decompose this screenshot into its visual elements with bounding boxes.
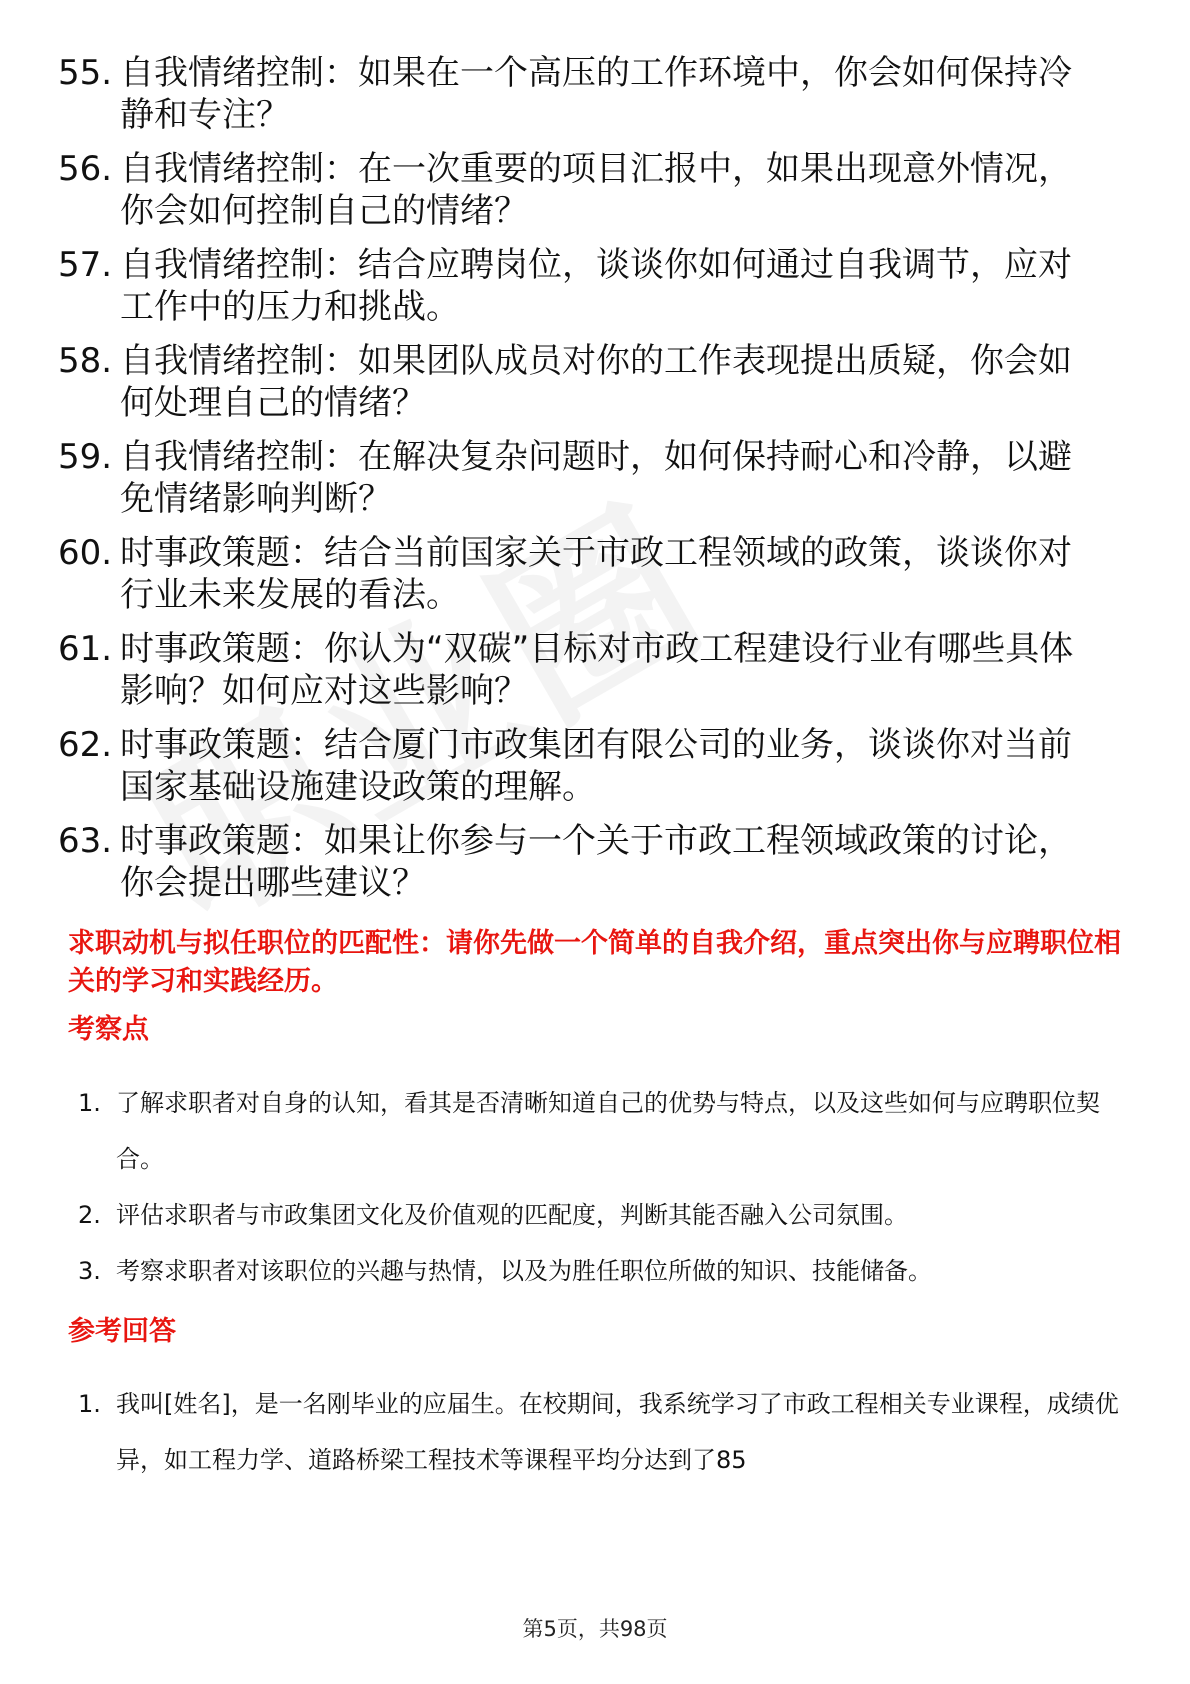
list-item bbox=[58, 340, 1138, 424]
reference-answer-title: 参考回答 bbox=[68, 1316, 176, 1347]
list-item bbox=[58, 436, 1138, 520]
list-item bbox=[58, 724, 1138, 808]
question-number: 58. bbox=[58, 341, 113, 381]
point-number: 1. bbox=[78, 1089, 101, 1117]
question-text: 自我情绪控制：如果团队成员对你的工作表现提出质疑，你会如何处理自己的情绪？ bbox=[120, 341, 1072, 423]
list-item bbox=[58, 244, 1138, 328]
point-number: 2. bbox=[78, 1201, 101, 1229]
question-text: 自我情绪控制：在解决复杂问题时，如何保持耐心和冷静，以避免情绪影响判断？ bbox=[120, 437, 1072, 519]
question-list bbox=[58, 52, 1138, 916]
question-text: 时事政策题：结合当前国家关于市政工程领域的政策，谈谈你对行业未来发展的看法。 bbox=[120, 533, 1072, 615]
question-number: 60. bbox=[58, 533, 113, 573]
list-item bbox=[58, 532, 1138, 616]
question-number: 62. bbox=[58, 725, 113, 765]
question-text: 时事政策题：如果让你参与一个关于市政工程领域政策的讨论，你会提出哪些建议？ bbox=[120, 821, 1072, 903]
question-number: 57. bbox=[58, 245, 113, 285]
list-item bbox=[58, 820, 1138, 904]
key-points-list bbox=[78, 1075, 1138, 1299]
question-text: 自我情绪控制：如果在一个高压的工作环境中，你会如何保持冷静和专注？ bbox=[120, 53, 1072, 135]
list-item bbox=[78, 1187, 1138, 1243]
key-points-title: 考察点 bbox=[68, 1014, 149, 1045]
point-text: 考察求职者对该职位的兴趣与热情，以及为胜任职位所做的知识、技能储备。 bbox=[116, 1257, 932, 1285]
page-footer: 第5页，共98页 bbox=[522, 1617, 668, 1641]
question-number: 56. bbox=[58, 149, 113, 189]
point-number: 3. bbox=[78, 1257, 101, 1285]
list-item bbox=[58, 52, 1138, 136]
answer-number: 1. bbox=[78, 1390, 101, 1418]
list-item bbox=[58, 148, 1138, 232]
question-number: 59. bbox=[58, 437, 113, 477]
list-item bbox=[78, 1243, 1138, 1299]
question-text: 时事政策题：结合厦门市政集团有限公司的业务，谈谈你对当前国家基础设施建设政策的理解。 bbox=[120, 725, 1072, 807]
question-number: 55. bbox=[58, 53, 113, 93]
question-text: 自我情绪控制：在一次重要的项目汇报中，如果出现意外情况，你会如何控制自己的情绪？ bbox=[120, 149, 1072, 231]
list-item bbox=[78, 1075, 1138, 1187]
reference-answer-list bbox=[78, 1376, 1138, 1488]
question-number: 63. bbox=[58, 821, 113, 861]
point-text: 了解求职者对自身的认知，看其是否清晰知道自己的优势与特点，以及这些如何与应聘职位契合。 bbox=[116, 1089, 1100, 1173]
answer-text: 我叫[姓名]，是一名刚毕业的应届生。在校期间，我系统学习了市政工程相关专业课程，成绩优异，如工程力学、道路桥梁工程技术等课程平均分达到了85 bbox=[116, 1390, 1119, 1474]
section-heading: 求职动机与拟任职位的匹配性：请你先做一个简单的自我介绍，重点突出你与应聘职位相关的学习和实践经历。 bbox=[68, 928, 1121, 997]
point-text: 评估求职者与市政集团文化及价值观的匹配度，判断其能否融入公司氛围。 bbox=[116, 1201, 908, 1229]
question-number: 61. bbox=[58, 629, 113, 669]
list-item bbox=[78, 1376, 1138, 1488]
question-text: 时事政策题：你认为“双碳”目标对市政工程建设行业有哪些具体影响？如何应对这些影响？ bbox=[120, 629, 1074, 711]
question-text: 自我情绪控制：结合应聘岗位，谈谈你如何通过自我调节，应对工作中的压力和挑战。 bbox=[120, 245, 1072, 327]
list-item bbox=[58, 628, 1138, 712]
